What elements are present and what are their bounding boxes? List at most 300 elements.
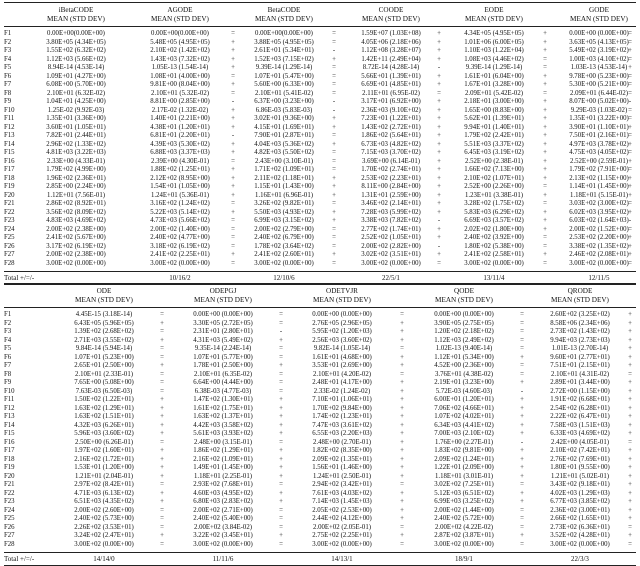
mean-std-value: 2.97E+02 (8.42E+01): [74, 481, 134, 489]
mean-std-value: 2.40E+02 (5.72E+00): [434, 515, 494, 523]
function-label: F21: [4, 481, 15, 489]
mean-std-value: 2.00E+02 (2.38E+00): [46, 225, 106, 233]
column-header: [419, 287, 509, 304]
significance-mark: +: [437, 166, 441, 174]
significance-mark: +: [628, 506, 632, 514]
significance-mark: =: [437, 89, 441, 97]
significance-mark: +: [520, 421, 524, 429]
column-name: BetaCODE: [267, 6, 301, 14]
significance-mark: +: [400, 362, 404, 370]
column-stat-label: MEAN (STD DEV): [75, 295, 133, 304]
significance-mark: +: [332, 140, 336, 148]
mean-std-value: 1.21E+01 (2.04E-01): [74, 472, 133, 480]
mean-std-value: 4.39E+03 (5.30E+02): [150, 140, 210, 148]
mean-std-value: 7.61E+03 (4.03E+02): [312, 489, 372, 497]
mean-std-value: 1.07E+01 (5.77E+00): [193, 353, 253, 361]
significance-mark: +: [543, 98, 547, 106]
significance-mark: +: [400, 472, 404, 480]
mean-std-value: 1.35E+01 (3.22E+00): [569, 115, 629, 123]
significance-mark: +: [520, 498, 524, 506]
function-label: F9: [4, 379, 12, 387]
column-name: AGODE: [167, 6, 193, 14]
mean-std-value: 0.00E+00 (0.00E+00): [434, 311, 494, 318]
mean-std-value: 8.72E-14 (4.28E-14): [362, 64, 420, 72]
total-value: 18/9/1: [455, 555, 473, 564]
significance-mark: +: [543, 191, 547, 199]
table-row: [4, 30, 636, 39]
significance-mark: =: [543, 242, 547, 250]
significance-mark: +: [400, 413, 404, 421]
significance-mark: -: [332, 98, 336, 106]
mean-std-value: 1.61E+01 (4.68E+00): [312, 353, 372, 361]
significance-mark: +: [400, 532, 404, 540]
mean-std-value: 2.41E+02 (5.67E+00): [46, 234, 106, 242]
function-label: F12: [4, 123, 15, 131]
mean-std-value: 1.70E+02 (2.74E+01): [361, 166, 421, 174]
mean-std-value: 1.80E+01 (9.55E+00): [550, 464, 610, 472]
mean-std-value: 4.02E+03 (1.29E+03): [550, 489, 610, 497]
table-body: [4, 30, 636, 268]
total-label: Total +/=/-: [4, 555, 35, 564]
mean-std-value: 6.02E+03 (3.95E+02): [569, 208, 629, 216]
significance-mark: +: [543, 106, 547, 114]
column-name: COODE: [378, 6, 404, 14]
mean-std-value: 2.05E+02 (2.53E+00): [312, 506, 372, 514]
table-row: [4, 311, 636, 320]
significance-mark: +: [160, 430, 164, 438]
significance-mark: =: [628, 149, 632, 157]
mean-std-value: 2.16E+02 (1.72E+01): [74, 455, 134, 463]
significance-mark: =: [520, 336, 524, 344]
significance-mark: +: [628, 183, 632, 191]
mean-std-value: 9.39E-14 (1.29E-14): [255, 64, 313, 72]
column-name: ODE: [96, 287, 112, 295]
mean-std-value: 0.00E+00 (0.00E+00): [312, 311, 372, 318]
significance-mark: +: [628, 319, 632, 327]
mean-std-value: 7.58E+03 (1.51E+03): [550, 421, 610, 429]
significance-mark: +: [543, 30, 547, 37]
function-label: F10: [4, 387, 15, 395]
significance-mark: =: [628, 200, 632, 208]
column-stat-label: MEAN (STD DEV): [362, 14, 420, 23]
significance-mark: -: [628, 98, 632, 106]
significance-mark: +: [332, 183, 336, 191]
mean-std-value: 1.18E+01 (5.15E-01): [569, 191, 628, 199]
mean-std-value: 2.48E+00 (3.15E-01): [193, 438, 252, 446]
mean-std-value: 2.71E+03 (3.55E+02): [74, 336, 134, 344]
mean-std-value: 6.51E+03 (4.35E+02): [74, 498, 134, 506]
table-row: [4, 354, 636, 363]
total-value: 10/16/2: [169, 274, 191, 283]
mean-std-value: 1.15E+01 (1.43E+00): [254, 183, 314, 191]
mean-std-value: 2.73E+02 (1.43E+02): [550, 328, 610, 336]
mean-std-value: 2.10E+01 (6.32E-02): [46, 89, 105, 97]
significance-mark: +: [437, 200, 441, 208]
function-label: F3: [4, 47, 12, 55]
mean-std-value: 6.73E+03 (4.82E+02): [361, 140, 421, 148]
mean-std-value: 2.43E+00 (3.10E-01): [254, 157, 313, 165]
significance-mark: +: [543, 225, 547, 233]
mean-std-value: 1.18E+01 (3.01E-01): [434, 472, 493, 480]
mean-std-value: 9.78E+00 (5.23E+00): [569, 72, 629, 80]
function-label: F7: [4, 81, 12, 89]
function-label: F23: [4, 498, 15, 506]
significance-mark: +: [332, 191, 336, 199]
mean-std-value: 2.09E+01 (5.42E-02): [464, 89, 523, 97]
significance-mark: +: [400, 379, 404, 387]
table-row: [4, 200, 636, 209]
significance-mark: +: [628, 208, 632, 216]
significance-mark: +: [231, 251, 235, 259]
significance-mark: =: [628, 89, 632, 97]
mean-std-value: 2.56E+03 (3.60E+02): [312, 336, 372, 344]
significance-mark: =: [160, 311, 164, 318]
mean-std-value: 1.43E+03 (7.32E+02): [150, 55, 210, 63]
significance-mark: +: [279, 447, 283, 455]
column-header: [554, 6, 640, 23]
significance-mark: +: [160, 498, 164, 506]
mean-std-value: 2.22E+02 (6.47E+01): [550, 413, 610, 421]
significance-mark: =: [400, 523, 404, 531]
significance-mark: =: [400, 540, 404, 548]
significance-mark: +: [543, 140, 547, 148]
mean-std-value: 1.10E+03 (1.22E+04): [464, 47, 524, 55]
mean-std-value: 2.11E+02 (1.18E+01): [254, 174, 314, 182]
mean-std-value: 9.60E+01 (2.77E+01): [550, 353, 610, 361]
significance-mark: =: [160, 387, 164, 395]
mean-std-value: 1.42E+11 (2.49E+04): [361, 55, 421, 63]
significance-mark: +: [628, 362, 632, 370]
significance-mark: =: [160, 540, 164, 548]
significance-mark: =: [332, 72, 336, 80]
total-value: 12/10/6: [273, 274, 295, 283]
mean-std-value: 1.18E+01 (2.25E-01): [193, 472, 252, 480]
significance-mark: +: [437, 38, 441, 46]
mean-std-value: 3.26E+02 (9.82E+01): [254, 200, 314, 208]
column-name: QRODE: [567, 287, 593, 295]
table-row: [4, 124, 636, 133]
mean-std-value: 1.61E+02 (1.75E+01): [193, 404, 253, 412]
significance-mark: +: [628, 242, 632, 250]
mean-std-value: 1.50E+02 (1.22E+01): [74, 396, 134, 404]
mean-std-value: 0.00E+00(0.00E+00): [47, 30, 105, 37]
mean-std-value: 2.10E+01 (5.32E-02): [150, 89, 209, 97]
mean-std-value: 1.24E+01 (5.36E-01): [150, 191, 209, 199]
mean-std-value: 7.51E+01 (2.15E+01): [550, 362, 610, 370]
function-label: F11: [4, 396, 15, 404]
mean-std-value: 1.54E+01 (1.05E+00): [150, 183, 210, 191]
mean-std-value: 3.00E+02 (0.00E+00): [150, 259, 210, 267]
table-row: [4, 56, 636, 65]
mean-std-value: 3.69E+00 (6.14E-01): [361, 157, 420, 165]
significance-mark: =: [231, 89, 235, 97]
table-row: [4, 73, 636, 82]
mean-std-value: 7.23E+01 (1.22E+01): [361, 115, 421, 123]
significance-mark: +: [231, 106, 235, 114]
mean-std-value: 9.84E-14 (5.94E-14): [75, 345, 133, 353]
mean-std-value: 7.00E+03 (2.10E+02): [434, 430, 494, 438]
mean-std-value: 4.04E+03 (5.36E+02): [254, 140, 314, 148]
table-row: [4, 371, 636, 380]
significance-mark: -: [437, 217, 441, 225]
table-row: [4, 132, 636, 141]
mean-std-value: 2.10E+02 (1.42E+02): [150, 47, 210, 55]
mean-std-value: 1.07E+02 (4.02E+01): [434, 413, 494, 421]
mean-std-value: 0.00E+00 (0.00E+00): [569, 30, 629, 37]
mean-std-value: 1.31E+01 (2.59E+00): [361, 191, 421, 199]
mean-std-value: 1.82E+02 (8.35E+00): [312, 447, 372, 455]
function-label: F6: [4, 353, 12, 361]
significance-mark: =: [279, 387, 283, 395]
mean-std-value: 3.63E+05 (4.13E+05): [569, 38, 629, 46]
significance-mark: +: [332, 123, 336, 131]
significance-mark: =: [231, 259, 235, 267]
mean-std-value: 3.43E+02 (9.18E+01): [550, 481, 610, 489]
mean-std-value: 2.52E+00 (2.26E+00): [464, 183, 524, 191]
significance-mark: +: [160, 455, 164, 463]
significance-mark: =: [332, 30, 336, 37]
significance-mark: =: [520, 328, 524, 336]
table-row: [4, 473, 636, 482]
significance-mark: =: [628, 115, 632, 123]
table-row: [4, 456, 636, 465]
mean-std-value: 1.78E+01 (2.50E+00): [193, 362, 253, 370]
significance-mark: =: [520, 311, 524, 318]
significance-mark: =: [231, 30, 235, 37]
mean-std-value: 2.00E+02 (1.44E+00): [434, 506, 494, 514]
function-label: F14: [4, 140, 15, 148]
significance-mark: +: [437, 98, 441, 106]
mean-std-value: 2.72E+00 (1.15E+00): [550, 387, 610, 395]
significance-mark: +: [628, 336, 632, 344]
mean-std-value: 1.49E+01 (1.45E+00): [193, 464, 253, 472]
mean-std-value: 5.50E+03 (4.93E+02): [254, 208, 314, 216]
significance-mark: =: [279, 540, 283, 548]
column-name: ODEPGJ: [209, 287, 237, 295]
mean-std-value: 2.54E+02 (6.28E+01): [550, 404, 610, 412]
function-label: F15: [4, 430, 15, 438]
mean-std-value: 2.09E+02 (1.35E+01): [312, 455, 372, 463]
mean-std-value: 3.00E+02 (0.00E+00): [464, 259, 524, 267]
significance-mark: =: [332, 166, 336, 174]
mean-std-value: 4.05E+06 (2.18E+06): [361, 38, 421, 46]
significance-mark: =: [160, 345, 164, 353]
mean-std-value: 6.69E+03 (3.57E+02): [464, 217, 524, 225]
significance-mark: =: [279, 353, 283, 361]
significance-mark: -: [628, 217, 632, 225]
mean-std-value: 3.02E+01 (9.36E+00): [254, 115, 314, 123]
significance-mark: +: [628, 379, 632, 387]
mean-std-value: 3.00E+02 (0.00E+00): [74, 540, 134, 548]
function-label: F18: [4, 174, 15, 182]
table-row: [4, 47, 636, 56]
table-row: [4, 464, 636, 473]
mean-std-value: 2.00E+02 (2.79E+00): [254, 225, 314, 233]
mean-std-value: 3.38E+02 (1.35E+02): [569, 242, 629, 250]
significance-mark: -: [332, 106, 336, 114]
significance-mark: =: [332, 81, 336, 89]
mean-std-value: 1.66E+02 (7.13E+00): [464, 166, 524, 174]
mean-std-value: 1.12E+03 (2.49E+02): [434, 336, 494, 344]
table-row: [4, 175, 636, 184]
significance-mark: =: [543, 200, 547, 208]
function-label: F24: [4, 506, 15, 514]
mean-std-value: 2.00E+02 (2.05E-01): [312, 523, 371, 531]
column-name: QODE: [454, 287, 474, 295]
mean-std-value: 1.86E+02 (1.29E+01): [193, 447, 253, 455]
mean-std-value: 9.94E+01 (1.40E+01): [464, 123, 524, 131]
significance-mark: +: [628, 404, 632, 412]
significance-mark: +: [628, 251, 632, 259]
mean-std-value: 2.41E+02 (2.58E+01): [464, 251, 524, 259]
mean-std-value: 2.26E+02 (3.53E+01): [74, 523, 134, 531]
mean-std-value: 2.40E+02 (4.77E+00): [150, 234, 210, 242]
mean-std-value: 3.18E+02 (6.19E+02): [150, 242, 210, 250]
significance-mark: +: [520, 464, 524, 472]
mean-std-value: 2.00E+02 (2.82E+00): [361, 242, 421, 250]
significance-mark: -: [231, 98, 235, 106]
table-header: [4, 284, 636, 307]
function-label: F27: [4, 532, 15, 540]
significance-mark: =: [520, 319, 524, 327]
mean-std-value: 3.88E+05 (4.95E+05): [254, 38, 314, 46]
mean-std-value: 6.55E+03 (2.20E+03): [312, 430, 372, 438]
significance-mark: +: [520, 413, 524, 421]
significance-mark: -: [520, 387, 524, 395]
significance-mark: =: [231, 217, 235, 225]
mean-std-value: 9.29E-03 (1.03E-02): [570, 106, 628, 114]
table-row: [4, 64, 636, 73]
mean-std-value: 2.16E+02 (1.09E+01): [193, 455, 253, 463]
mean-std-value: 7.63E-03 (6.50E-03): [75, 387, 133, 395]
mean-std-value: 1.79E+02 (4.99E+00): [46, 166, 106, 174]
significance-mark: +: [400, 404, 404, 412]
mean-std-value: 9.39E-14 (1.29E-14): [465, 64, 523, 72]
mean-std-value: 1.21E+01 (5.02E-01): [550, 472, 609, 480]
mean-std-value: 5.72E-03 (4.60E-03): [435, 387, 493, 395]
table-row: [4, 115, 636, 124]
significance-mark: =: [332, 234, 336, 242]
significance-mark: =: [332, 89, 336, 97]
significance-mark: +: [628, 353, 632, 361]
significance-mark: =: [279, 319, 283, 327]
mean-std-value: 6.08E+00 (5.70E+00): [46, 81, 106, 89]
mean-std-value: 7.06E+02 (4.66E+01): [434, 404, 494, 412]
significance-mark: =: [332, 259, 336, 267]
mean-std-value: 2.19E+01 (3.23E+00): [434, 379, 494, 387]
significance-mark: =: [160, 438, 164, 446]
mean-std-value: 1.16E+01 (6.96E-01): [254, 191, 313, 199]
function-label: F14: [4, 421, 15, 429]
mean-std-value: 3.56E+02 (8.09E+02): [46, 208, 106, 216]
mean-std-value: 1.79E+02 (2.42E+01): [464, 132, 524, 140]
mean-std-value: 3.00E+02 (0.00E+00): [434, 540, 494, 548]
function-label: F13: [4, 132, 15, 140]
total-value: 12/11/5: [588, 274, 610, 283]
significance-mark: +: [437, 30, 441, 37]
mean-std-value: 4.42E+03 (3.58E+02): [193, 421, 253, 429]
significance-mark: +: [437, 81, 441, 89]
table-row: [4, 98, 636, 107]
table-row: [4, 507, 636, 516]
function-label: F2: [4, 319, 12, 327]
mean-std-value: 4.34E+05 (4.95E+05): [464, 30, 524, 37]
significance-mark: =: [231, 225, 235, 233]
mean-std-value: 2.00E+02 (2.71E+00): [193, 506, 253, 514]
mean-std-value: 2.02E+02 (1.80E+00): [464, 225, 524, 233]
significance-mark: +: [279, 396, 283, 404]
significance-mark: -: [437, 242, 441, 250]
mean-std-value: 1.08E+03 (4.46E+02): [464, 55, 524, 63]
mean-std-value: 5.60E+00 (6.33E+00): [254, 81, 314, 89]
table-row: [4, 81, 636, 90]
significance-mark: +: [279, 430, 283, 438]
significance-mark: =: [400, 481, 404, 489]
mean-std-value: 4.52E+00 (2.36E+00): [434, 362, 494, 370]
significance-mark: +: [231, 208, 235, 216]
mean-std-value: 1.25E-02 (9.92E-03): [47, 106, 105, 114]
significance-mark: +: [400, 336, 404, 344]
table-row: [4, 405, 636, 414]
table-row: [4, 320, 636, 329]
function-label: F10: [4, 106, 15, 114]
significance-mark: +: [628, 481, 632, 489]
significance-mark: +: [400, 464, 404, 472]
significance-mark: +: [628, 157, 632, 165]
mean-std-value: 4.38E+01 (1.20E+01): [150, 123, 210, 131]
mean-std-value: 1.23E+01 (3.38E-01): [464, 191, 523, 199]
significance-mark: +: [231, 55, 235, 63]
column-header: [59, 287, 149, 304]
significance-mark: +: [628, 421, 632, 429]
function-label: F25: [4, 234, 15, 242]
significance-mark: +: [400, 396, 404, 404]
mean-std-value: 3.00E+02 (0.00E+00): [46, 259, 106, 267]
mean-std-value: 1.63E+02 (1.37E+01): [193, 413, 253, 421]
function-label: F28: [4, 259, 15, 267]
significance-mark: +: [231, 183, 235, 191]
mean-std-value: 5.61E+03 (3.93E+02): [193, 430, 253, 438]
mean-std-value: 5.30E+00 (5.21E+00): [569, 81, 629, 89]
table-row: [4, 260, 636, 269]
significance-mark: +: [400, 438, 404, 446]
mean-std-value: 3.90E+01 (1.10E+01): [569, 123, 629, 131]
mean-std-value: 1.63E+02 (1.51E+01): [74, 413, 134, 421]
table-row: [4, 413, 636, 422]
significance-mark: +: [543, 174, 547, 182]
significance-mark: +: [520, 379, 524, 387]
table-row: [4, 192, 636, 201]
mean-std-value: 1.12E+08 (3.28E+07): [361, 47, 421, 55]
mean-std-value: 6.86E-03 (5.83E-03): [255, 106, 313, 114]
significance-mark: +: [543, 217, 547, 225]
significance-mark: =: [279, 438, 283, 446]
mean-std-value: 5.62E+01 (1.39E+01): [464, 115, 524, 123]
mean-std-value: 1.56E+01 (1.46E+00): [312, 464, 372, 472]
mean-std-value: 3.53E+01 (2.69E+00): [312, 362, 372, 370]
mean-std-value: 7.15E+03 (3.70E+02): [361, 149, 421, 157]
significance-mark: =: [628, 106, 632, 114]
mean-std-value: 3.00E+02 (0.00E+00): [361, 259, 421, 267]
mean-std-value: 2.10E+01 (5.41E-02): [254, 89, 313, 97]
mean-std-value: 1.67E+01 (3.28E+00): [464, 81, 524, 89]
significance-mark: +: [160, 464, 164, 472]
mean-std-value: 6.00E+01 (1.20E+01): [434, 396, 494, 404]
mean-std-value: 9.82E-14 (1.05E-14): [313, 345, 371, 353]
mean-std-value: 4.73E+03 (5.66E+02): [150, 217, 210, 225]
function-label: F27: [4, 251, 15, 259]
mean-std-value: 2.52E+02 (1.05E+01): [361, 234, 421, 242]
